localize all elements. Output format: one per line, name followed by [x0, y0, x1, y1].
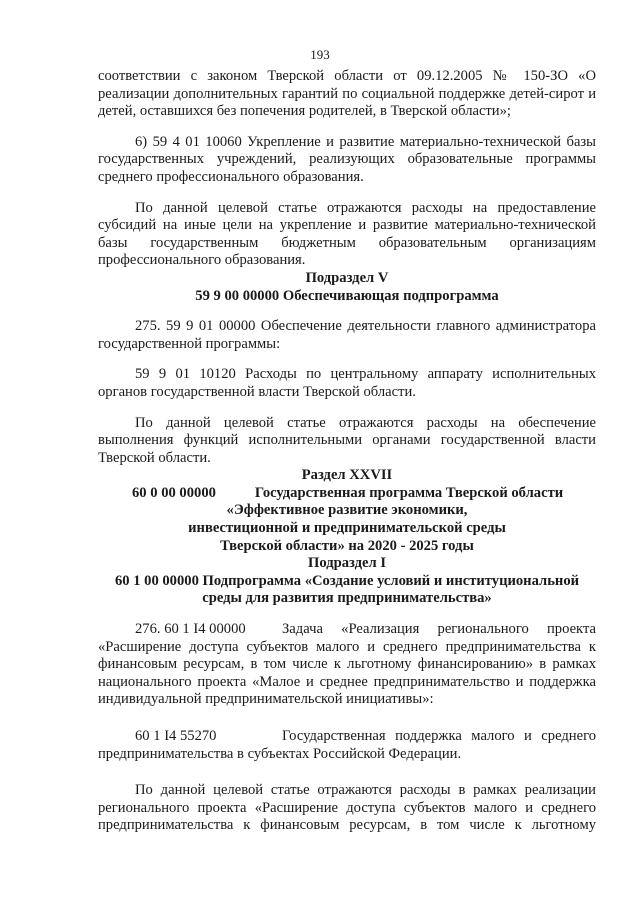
paragraph-276-first-line: Задача «Реализация регионального проекта: [282, 621, 596, 638]
subsection-1-line-1: 60 1 00 00000 Подпрограмма «Создание условий и институциональной: [114, 572, 580, 589]
section-27-program-row: [98, 485, 596, 503]
paragraph-276-code: 276. 60 1 I4 00000: [135, 621, 246, 638]
section-27-code: 60 0 00 00000: [132, 484, 216, 501]
paragraph-275: 275. 59 9 01 00000 Обеспечение деятельности главного администратора государственной программы:: [98, 318, 596, 352]
paragraph-55270: [98, 728, 596, 763]
section-27-line-2: «Эффективное развитие экономики,: [226, 502, 468, 519]
paragraph-regional-project: По данной целевой статье отражаются расходы в рамках реализации регионального проекта «Расширение доступа субъектов малого и среднего предпринимательства к финансовым ресурсам, в том числе к льготному: [98, 782, 596, 834]
subsection-5-name: 59 9 00 00000 Обеспечивающая подпрограмма: [195, 287, 499, 304]
section-27-line-3: инвестиционной и предпринимательской среды: [188, 520, 506, 537]
subsection-1-line-2: среды для развития предпринимательства»: [202, 590, 492, 607]
section-27-line-4: Тверской области» на 2020 - 2025 годы: [220, 537, 474, 554]
paragraph-central-apparatus: 59 9 01 10120 Расходы по центральному аппарату исполнительных органов государственной власти Тверской области.: [98, 366, 596, 400]
paragraph-276: [98, 621, 596, 709]
paragraph-55270-rest: предпринимательства в субъектах Российской Федерации.: [98, 745, 462, 762]
paragraph-55270-code: 60 1 I4 55270: [135, 728, 217, 744]
paragraph-55270-first-line: Государственная поддержка малого и среднего: [282, 728, 596, 744]
paragraph-subsidies: По данной целевой статье отражаются расходы на предоставление субсидий на иные цели на укрепление и развитие материально-технической базы государственным бюджетным образовательным организациям профессионального образования.: [98, 199, 596, 269]
paragraph-executive-functions: По данной целевой статье отражаются расходы на обеспечение выполнения функций исполнительными органами государственной власти Тверской области.: [98, 414, 596, 466]
document-body: [98, 68, 596, 835]
subsection-5-title: Подраздел V: [305, 269, 389, 286]
subsection-1-title: Подраздел I: [308, 555, 386, 572]
paragraph-law-reference: соответствии с законом Тверской области от 09.12.2005 № 150-ЗО «О реализации дополнительных гарантий по социальной поддержке детей-сирот и детей, оставшихся без попечения родителей, в Тверской области»;: [98, 68, 596, 120]
paragraph-item-6: 6) 59 4 01 10060 Укрепление и развитие материально-технической базы государственных учреждений, реализующих образовательные программы среднего профессионального образования.: [98, 133, 596, 185]
page-number: 193: [310, 47, 330, 62]
paragraph-276-rest: «Расширение доступа субъектов малого и среднего предпринимательства к финансовым ресурсам, в том числе к льготному финансированию» в рамках национального проекта «Малое и среднее предпринимательство и поддержка индивидуальной предпринимательской инициативы»:: [98, 638, 596, 708]
section-27-line-1: Государственная программа Тверской области: [254, 484, 564, 501]
section-27-title: Раздел XXVII: [301, 467, 393, 484]
